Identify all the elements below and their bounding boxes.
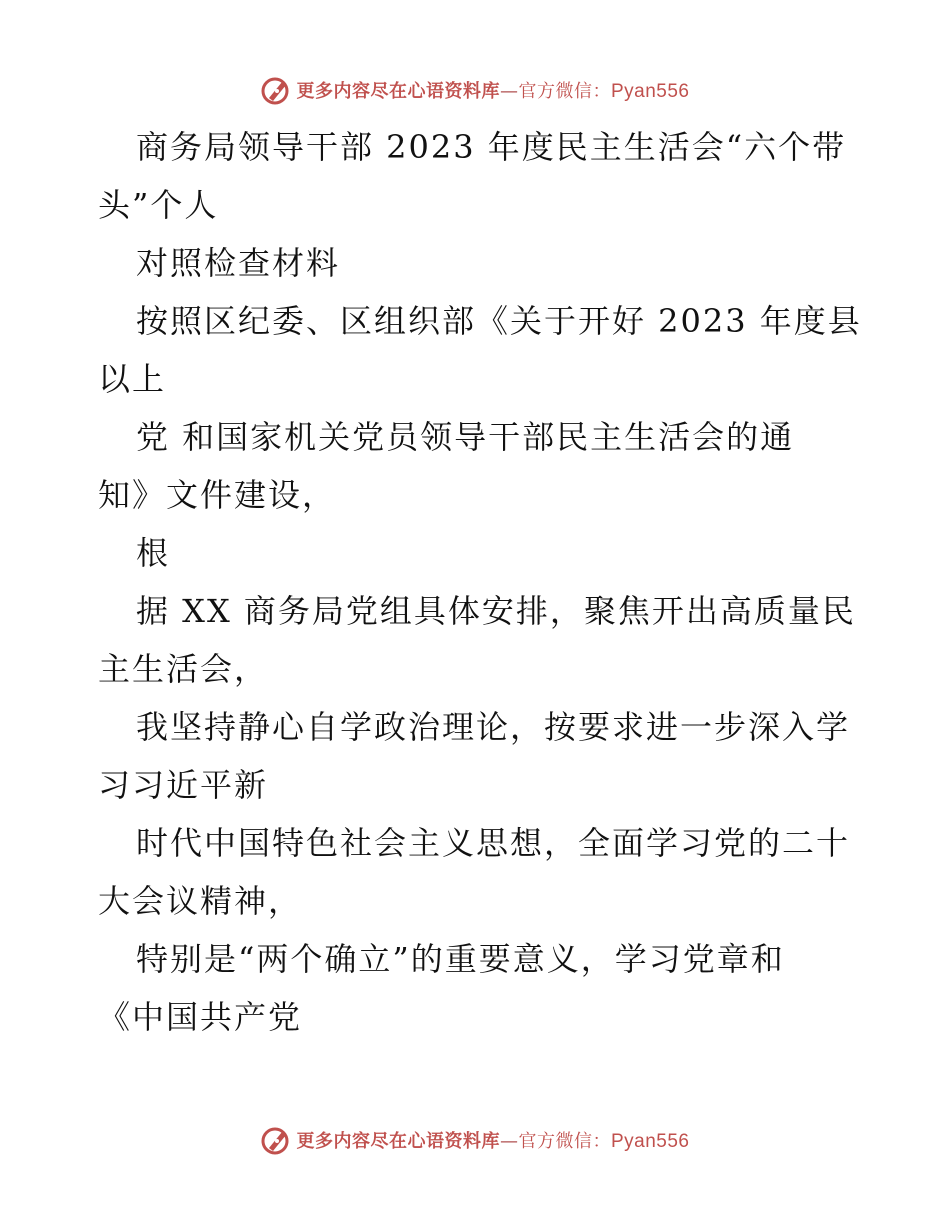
watermark-main: 更多内容尽在心语资料库: [296, 81, 500, 102]
text-line: 大会议精神，: [98, 882, 303, 920]
text-line: 头”个人: [98, 186, 219, 224]
watermark-text: [296, 1127, 689, 1153]
watermark-sub: 官方微信：: [518, 1131, 611, 1152]
text-line: 主生活会，: [98, 650, 269, 688]
watermark-main: 更多内容尽在心语资料库: [296, 1131, 500, 1152]
watermark-wechat-id: Pyan556: [610, 1131, 690, 1152]
watermark-wechat-id: Pyan556: [610, 81, 690, 102]
watermark-sub: 官方微信：: [518, 81, 611, 102]
text-line: 特别是“两个确立”的重要意义，学习党章和: [136, 940, 785, 978]
text-line: 《中国共产党: [98, 998, 303, 1036]
text-line: 时代中国特色社会主义思想，全面学习党的二十: [136, 824, 851, 862]
text-line: 按照区纪委、区组织部《关于开好 2023 年度县: [136, 302, 862, 340]
pen-nib-circle-icon: [260, 74, 292, 106]
text-line: 以上: [98, 360, 167, 398]
document-body: [98, 118, 862, 1046]
watermark-dash: —: [499, 81, 519, 102]
text-line: 习习近平新: [98, 766, 269, 804]
header-watermark: [0, 70, 950, 110]
text-line: 根: [136, 534, 171, 572]
pen-nib-circle-icon: [260, 1124, 292, 1156]
watermark-text: [296, 77, 689, 103]
watermark-dash: —: [499, 1131, 519, 1152]
footer-watermark: [0, 1120, 950, 1160]
text-line: 我坚持静心自学政治理论，按要求进一步深入学: [136, 708, 851, 746]
text-line: 据 XX 商务局党组具体安排，聚焦开出高质量民: [136, 592, 856, 630]
text-line: 知》文件建设，: [98, 476, 337, 514]
text-line: 商务局领导干部 2023 年度民主生活会“六个带: [136, 128, 847, 166]
text-line: 对照检查材料: [136, 244, 341, 282]
text-line: 党 和国家机关党员领导干部民主生活会的通: [136, 418, 795, 456]
